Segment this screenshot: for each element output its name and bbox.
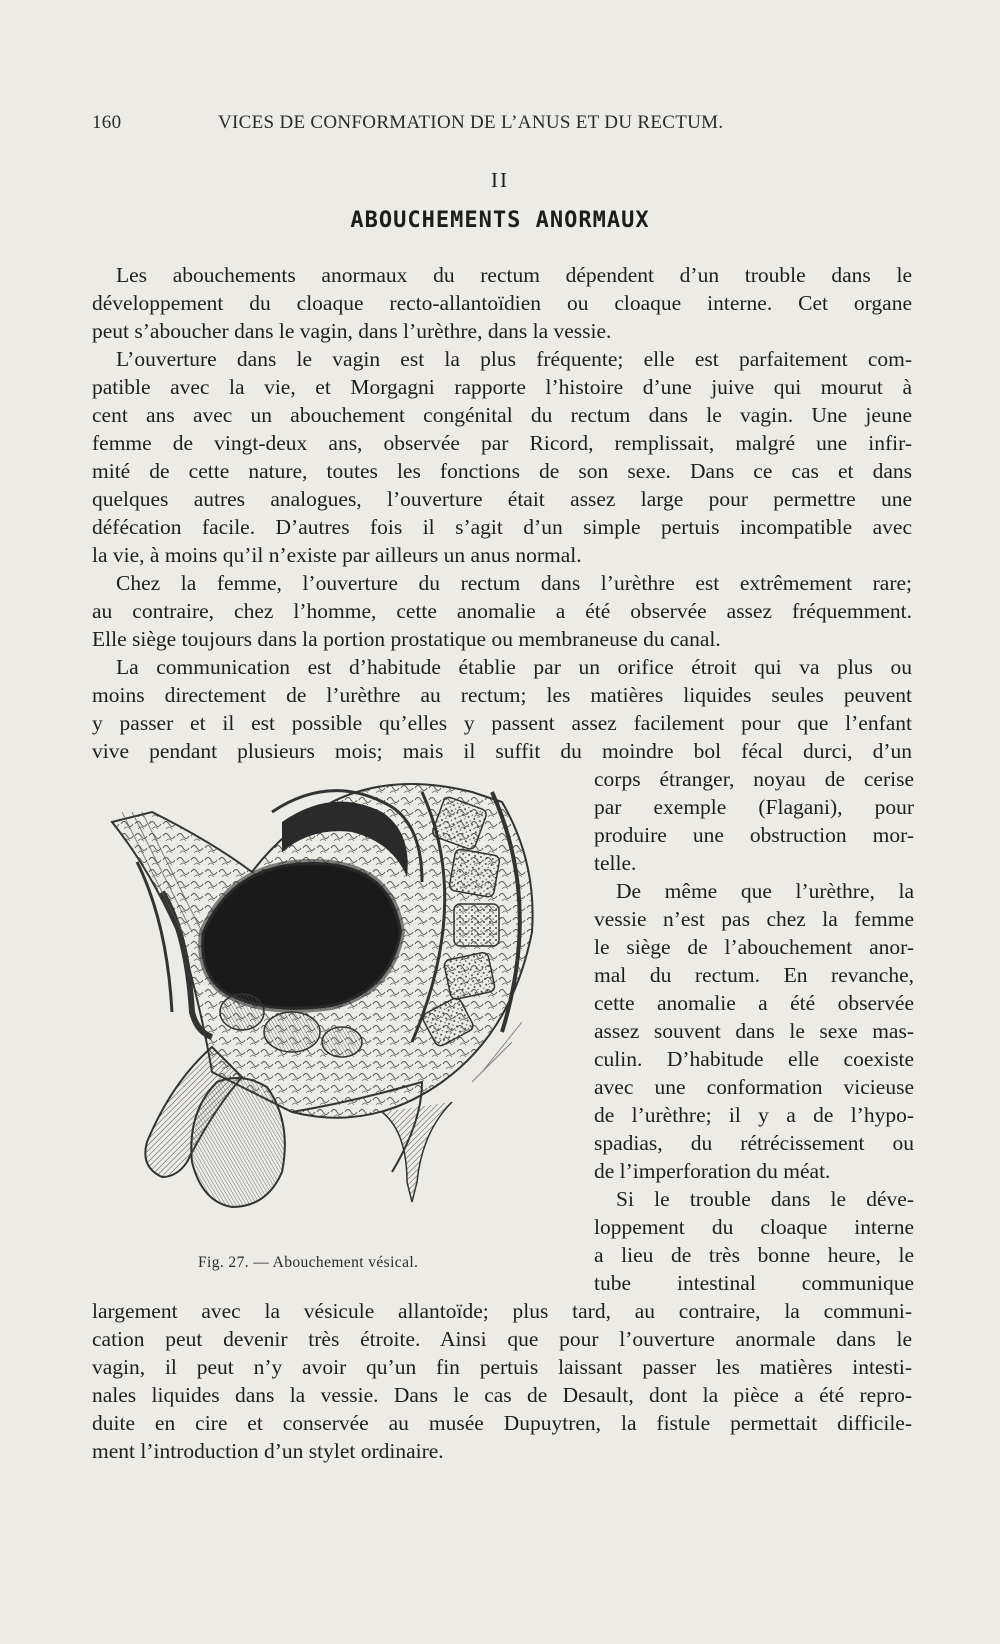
section-title: ABOUCHEMENTS ANORMAUX [350,208,650,233]
column-line: tube intestinal communique [594,1271,914,1295]
body-line: au contraire, chez l’homme, cette anomalie a été observée assez fréquemment. [92,599,912,623]
body-line: L’ouverture dans le vagin est la plus fréquente; elle est parfaitement com- [116,347,912,371]
body-line: largement avec la vésicule allantoïde; plus tard, au contraire, la communi- [92,1299,912,1323]
body-line: Chez la femme, l’ouverture du rectum dans l’urèthre est extrêmement rare; [116,571,912,595]
column-line: spadias, du rétrécissement ou [594,1131,914,1155]
running-header [92,112,922,142]
body-line: Les abouchements anormaux du rectum dépendent d’un trouble dans le [116,263,912,287]
column-line: telle. [594,851,637,875]
column-line: vessie n’est pas chez la femme [594,907,914,931]
column-line: De même que l’urèthre, la [616,879,914,903]
body-line: y passer et il est possible qu’elles y passent assez facilement pour que l’enfant [92,711,912,735]
body-line: mité de cette nature, toutes les fonctions de son sexe. Dans ce cas et dans [92,459,912,483]
column-line: par exemple (Flagani), pour [594,795,914,819]
body-line: ment l’introduction d’un stylet ordinaire. [92,1439,444,1463]
column-line: cette anomalie a été observée [594,991,914,1015]
column-line: mal du rectum. En revanche, [594,963,914,987]
figure-caption: Fig. 27. — Abouchement vésical. [198,1254,419,1271]
column-line: loppement du cloaque interne [594,1215,914,1239]
body-line: moins directement de l’urèthre au rectum; les matières liquides seules peuvent [92,683,912,707]
body-line: cation peut devenir très étroite. Ainsi que pour l’ouverture anormale dans le [92,1327,912,1351]
body-line: développement du cloaque recto-allantoïdien ou cloaque interne. Cet organe [92,291,912,315]
page-number: 160 [92,112,122,133]
column-line: assez souvent dans le sexe mas- [594,1019,914,1043]
section-number: II [491,168,509,192]
anatomical-figure [92,782,582,1260]
body-line: nales liquides dans la vessie. Dans le cas de Desault, dont la pièce a été repro- [92,1383,912,1407]
body-line: la vie, à moins qu’il n’existe par ailleurs un anus normal. [92,543,582,567]
body-line: duite en cire et conservée au musée Dupuytren, la fistule permettait difficile- [92,1411,912,1435]
body-line: Elle siège toujours dans la portion prostatique ou membraneuse du canal. [92,627,721,651]
body-line: peut s’aboucher dans le vagin, dans l’urèthre, dans la vessie. [92,319,612,343]
body-line: quelques autres analogues, l’ouverture était assez large pour permettre une [92,487,912,511]
column-line: Si le trouble dans le déve- [616,1187,914,1211]
column-line: a lieu de très bonne heure, le [594,1243,914,1267]
column-line: avec une conformation vicieuse [594,1075,914,1099]
column-line: de l’imperforation du méat. [594,1159,831,1183]
column-line: corps étranger, noyau de cerise [594,767,914,791]
body-line: cent ans avec un abouchement congénital du rectum dans le vagin. Une jeune [92,403,912,427]
body-line: patible avec la vie, et Morgagni rapporte l’histoire d’une juive qui mourut à [92,375,912,399]
column-line: produire une obstruction mor- [594,823,914,847]
column-line: de l’urèthre; il y a de l’hypo- [594,1103,914,1127]
body-line: vagin, il peut n’y avoir qu’un fin pertuis laissant passer les matières intesti- [92,1355,912,1379]
body-line: défécation facile. D’autres fois il s’agit d’un simple pertuis incompatible avec [92,515,912,539]
column-line: le siège de l’abouchement anor- [594,935,914,959]
figure-illustration [92,782,582,1260]
running-title: VICES DE CONFORMATION DE L’ANUS ET DU RECTUM. [218,112,724,133]
body-line: vive pendant plusieurs mois; mais il suffit du moindre bol fécal durci, d’un [92,739,912,763]
body-line: La communication est d’habitude établie par un orifice étroit qui va plus ou [116,655,912,679]
body-line: femme de vingt-deux ans, observée par Ricord, remplissait, malgré une infir- [92,431,912,455]
column-line: culin. D’habitude elle coexiste [594,1047,914,1071]
